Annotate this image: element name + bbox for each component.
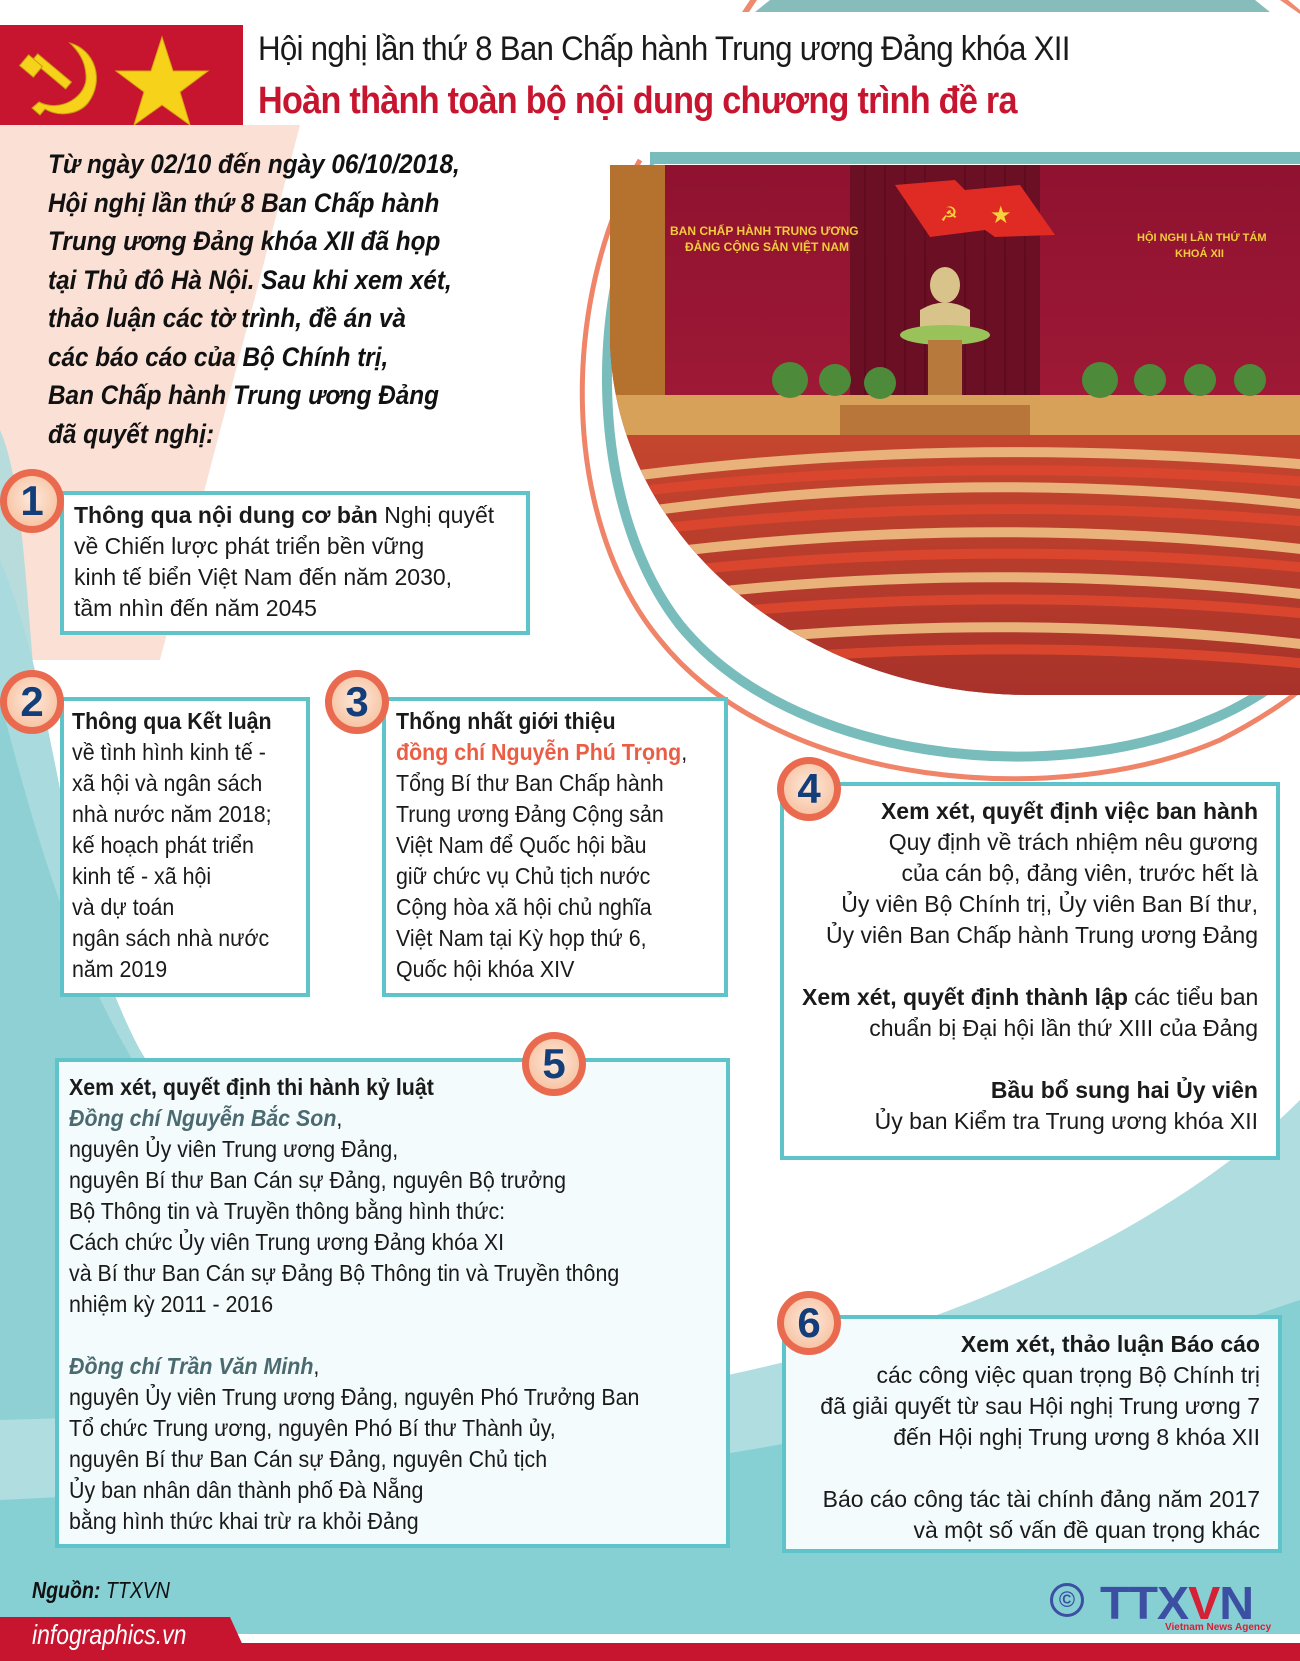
source-label: Nguồn: [32, 1577, 101, 1603]
item-text: nguyên Ủy viên Trung ương Đảng, [69, 1136, 399, 1162]
intro-line: tại Thủ đô Hà Nội. Sau khi xem xét, [48, 264, 452, 295]
item-text: và Bí thư Ban Cán sự Đảng Bộ Thông tin và Truyền thông [69, 1260, 620, 1286]
number-badge-1 [0, 469, 64, 533]
item-card-5: Xem xét, quyết định thi hành kỷ luật Đồng chí Nguyễn Bắc Son, nguyên Ủy viên Trung ương Đảng, nguyên Bí thư Ban Cán sự Đảng, nguyên Bộ trưởng Bộ Thông tin và Truyền thông bằng hình thức: Cách chức Ủy viên Trung ương Đảng khóa XI và Bí thư Ban Cán sự Đảng Bộ Thông tin và Truyền thông nhiệm kỳ 2011 - 2016 Đồng chí Trần Văn Minh, nguyên Ủy viên Trung ương Đảng, nguyên Phó Trưởng Ban Tổ chức Trung ương, nguyên Phó Bí thư Thành ủy, nguyên Bí thư Ban Cán sự Đảng, nguyên Chủ tịch Ủy ban nhân dân thành phố Đà Nẵng bằng hình thức khai trừ ra khỏi Đảng [55, 1058, 730, 1548]
item-text: các tiểu ban [1127, 984, 1259, 1010]
svg-text:BAN CHẤP HÀNH TRUNG ƯƠNG: BAN CHẤP HÀNH TRUNG ƯƠNG [670, 224, 859, 238]
intro-line: các báo cáo của Bộ Chính trị, [48, 341, 389, 372]
item-text: Việt Nam để Quốc hội bầu [396, 832, 647, 858]
item-text: ngân sách nhà nước [72, 925, 270, 951]
item-heading: Bầu bổ sung hai Ủy viên [990, 1077, 1258, 1103]
item-text: nguyên Ủy viên Trung ương Đảng, nguyên Phó Trưởng Ban [69, 1384, 640, 1410]
intro-line: thảo luận các tờ trình, đề án và [48, 303, 406, 333]
number-badge-5 [522, 1032, 586, 1096]
item-text: đã giải quyết từ sau Hội nghị Trung ương 7 [820, 1393, 1260, 1419]
item-heading: Xem xét, quyết định việc ban hành [880, 798, 1258, 824]
item-text: Báo cáo công tác tài chính đảng năm 2017 [822, 1486, 1260, 1512]
number-badge-6 [777, 1291, 841, 1355]
item-text: và một số vấn đề quan trọng khác [913, 1517, 1260, 1543]
agency-tagline: Vietnam News Agency [1165, 1622, 1272, 1633]
source-credit [32, 1577, 170, 1604]
item-text: Cách chức Ủy viên Trung ương Đảng khóa XI [69, 1229, 505, 1255]
item-heading: Thông qua Kết luận [72, 708, 272, 734]
badge-number: 3 [332, 677, 382, 727]
item-text: của cán bộ, đảng viên, trước hết là [901, 860, 1258, 886]
intro-line: Hội nghị lần thứ 8 Ban Chấp hành [48, 187, 440, 218]
item-card-6 [782, 1315, 1282, 1553]
source-value: TTXVN [100, 1577, 170, 1603]
header-title: Hoàn thành toàn bộ nội dung chương trình đề ra [258, 80, 1017, 122]
item-text: bằng hình thức khai trừ ra khỏi Đảng [69, 1508, 419, 1534]
item-text: Việt Nam tại Kỳ họp thứ 6, [396, 925, 647, 951]
number-badge-3 [325, 670, 389, 734]
punctuation: , [681, 739, 688, 765]
badge-number: 4 [784, 764, 834, 814]
item-heading: Thống nhất giới thiệu [396, 708, 616, 734]
hammer-sickle-icon [20, 43, 97, 115]
item-text: Nghị quyết [377, 502, 495, 528]
item-heading: Xem xét, quyết định thi hành kỷ luật [69, 1074, 434, 1100]
item-text: Trung ương Đảng Cộng sản [396, 801, 664, 827]
svg-text:ĐẢNG CỘNG SẢN VIỆT NAM: ĐẢNG CỘNG SẢN VIỆT NAM [685, 240, 850, 254]
header-subtitle: Hội nghị lần thứ 8 Ban Chấp hành Trung ương Đảng khóa XII [258, 30, 1070, 68]
item-text: nguyên Bí thư Ban Cán sự Đảng, nguyên Bộ trưởng [69, 1167, 566, 1193]
item-text: kế hoạch phát triển [72, 832, 254, 858]
item-text: nguyên Bí thư Ban Cán sự Đảng, nguyên Chủ tịch [69, 1446, 548, 1472]
item-text: Ủy ban nhân dân thành phố Đà Nẵng [69, 1477, 424, 1503]
agency-wordmark: TTXVN [1100, 1577, 1254, 1629]
party-logo [0, 25, 243, 125]
svg-text:KHOÁ XII: KHOÁ XII [1175, 248, 1224, 260]
person-name: Đồng chí Trần Văn Minh [69, 1353, 314, 1379]
badge-number: 2 [7, 677, 57, 727]
item-heading: Xem xét, quyết định thành lập [802, 984, 1128, 1010]
badge-number: 5 [529, 1039, 579, 1089]
item-text: Cộng hòa xã hội chủ nghĩa [396, 894, 652, 920]
item-text: Quốc hội khóa XIV [396, 956, 575, 982]
item-text: giữ chức vụ Chủ tịch nước [396, 863, 651, 889]
number-badge-4 [777, 757, 841, 821]
item-text: Ủy viên Ban Chấp hành Trung ương Đảng [826, 922, 1258, 948]
item-text: Bộ Thông tin và Truyền thông bằng hình thức: [69, 1198, 506, 1224]
item-text: nhiệm kỳ 2011 - 2016 [69, 1291, 274, 1317]
item-text: xã hội và ngân sách [72, 770, 263, 796]
intro-line: Từ ngày 02/10 đến ngày 06/10/2018, [48, 149, 460, 179]
item-text: kinh tế - xã hội [72, 863, 212, 889]
badge-number: 1 [7, 476, 57, 526]
badge-number: 6 [784, 1298, 834, 1348]
item-text: về Chiến lược phát triển bền vững [74, 533, 425, 559]
item-text: nhà nước năm 2018; [72, 801, 272, 827]
item-text: chuẩn bị Đại hội lần thứ XIII của Đảng [869, 1015, 1258, 1041]
item-card-2 [60, 697, 310, 997]
item-card-3 [382, 697, 728, 997]
item-text: năm 2019 [72, 956, 168, 982]
item-text: các công việc quan trọng Bộ Chính trị [876, 1362, 1260, 1388]
item-text: kinh tế biển Việt Nam đến năm 2030, [74, 564, 453, 590]
intro-line: Ban Chấp hành Trung ương Đảng [48, 380, 439, 410]
svg-text:☭: ☭ [940, 202, 958, 226]
highlighted-name: đồng chí Nguyễn Phú Trọng [396, 739, 682, 765]
item-text: Tổng Bí thư Ban Chấp hành [396, 770, 664, 796]
item-text: về tình hình kinh tế - [72, 739, 266, 765]
website-link[interactable]: infographics.vn [32, 1619, 187, 1650]
item-card-1 [60, 491, 530, 635]
person-name: Đồng chí Nguyễn Bắc Son [69, 1105, 337, 1131]
svg-text:HỘI NGHỊ LẦN THỨ TÁM: HỘI NGHỊ LẦN THỨ TÁM [1137, 232, 1267, 244]
item-text: Tổ chức Trung ương, nguyên Phó Bí thư Thành ủy, [69, 1415, 556, 1441]
star-icon [116, 37, 208, 125]
intro-line: đã quyết nghị: [48, 418, 215, 449]
item-heading: Thông qua nội dung cơ bản [74, 502, 378, 528]
item-heading: Xem xét, thảo luận Báo cáo [960, 1331, 1260, 1357]
item-text: và dự toán [72, 894, 175, 920]
item-text: Quy định về trách nhiệm nêu gương [888, 829, 1258, 855]
intro-line: Trung ương Đảng khóa XII đã họp [48, 226, 441, 256]
item-text: Ủy ban Kiểm tra Trung ương khóa XII [874, 1108, 1258, 1134]
svg-text:★: ★ [990, 201, 1012, 229]
item-text: tầm nhìn đến năm 2045 [74, 595, 317, 621]
number-badge-2 [0, 670, 64, 734]
item-text: Ủy viên Bộ Chính trị, Ủy viên Ban Bí thư, [841, 891, 1258, 917]
copyright-icon: © [1050, 1583, 1084, 1617]
item-text: đến Hội nghị Trung ương 8 khóa XII [893, 1424, 1260, 1450]
agency-logo [1045, 1578, 1285, 1638]
intro-paragraph [48, 145, 568, 453]
item-card-4 [780, 782, 1280, 1160]
